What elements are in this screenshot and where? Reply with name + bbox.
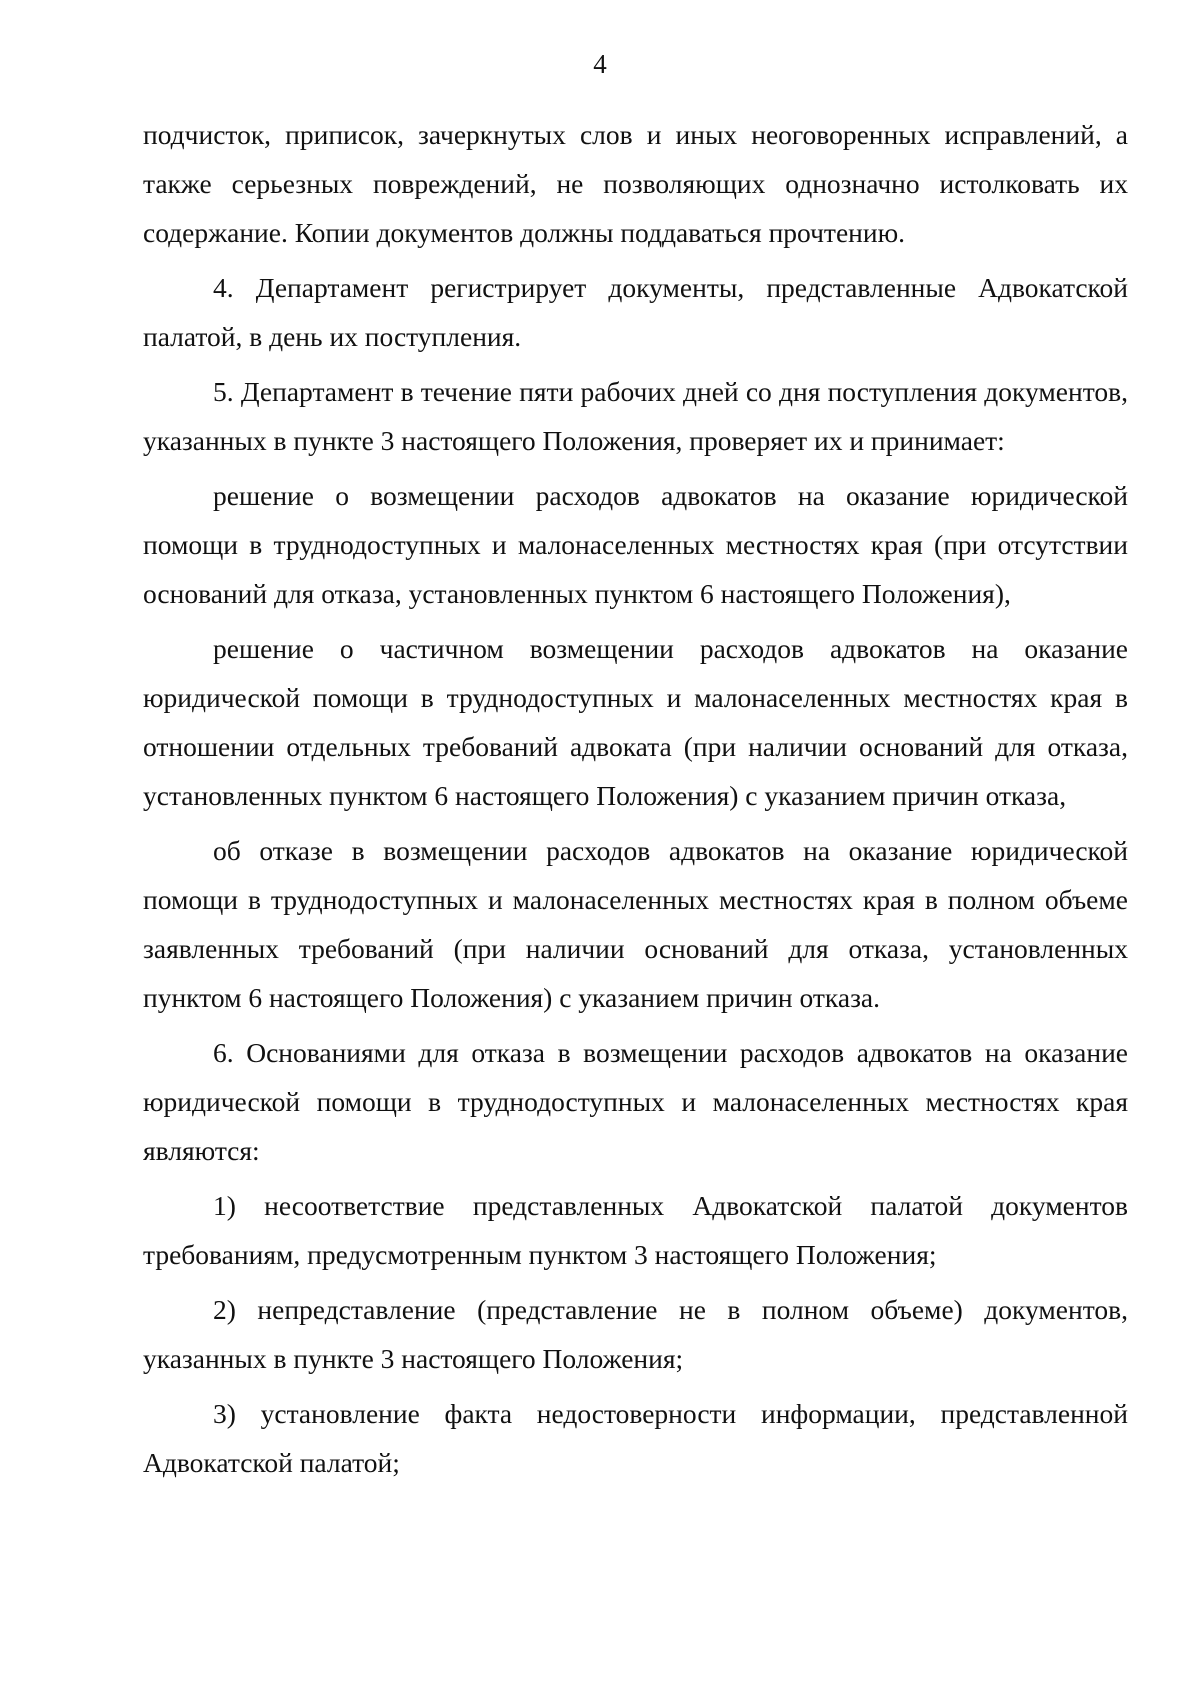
paragraph-decision-refusal: об отказе в возмещении расходов адвокатов на оказание юридической помощи в труднодоступных и малонаселенных местностях края в полном объеме заявленных требований (при наличии оснований для отказа, установленных пунктом 6 настоящего Положения) с указанием причин отказа.: [143, 835, 1128, 1013]
paragraph-subitem-3: 3) установление факта недостоверности информации, представленной Адвокатской палатой;: [143, 1398, 1128, 1478]
paragraph-decision-full: решение о возмещении расходов адвокатов на оказание юридической помощи в труднодоступных и малонаселенных местностях края (при отсутствии оснований для отказа, установленных пунктом 6 настоящего Положения),: [143, 480, 1128, 609]
paragraph-decision-partial: решение о частичном возмещении расходов адвокатов на оказание юридической помощи в труднодоступных и малонаселенных местностях края в отношении отдельных требований адвоката (при наличии оснований для отказа, установленных пунктом 6 настоящего Положения) с указанием причин отказа,: [143, 633, 1128, 811]
paragraph-subitem-2: 2) непредставление (представление не в полном объеме) документов, указанных в пункте 3 настоящего Положения;: [143, 1294, 1128, 1374]
page-number: 4: [593, 49, 607, 79]
paragraph-item-4: 4. Департамент регистрирует документы, представленные Адвокатской палатой, в день их поступления.: [143, 272, 1128, 352]
paragraph-item-5: 5. Департамент в течение пяти рабочих дней со дня поступления документов, указанных в пункте 3 настоящего Положения, проверяет их и принимает:: [143, 376, 1128, 456]
paragraph-continuation: подчисток, приписок, зачеркнутых слов и иных неоговоренных исправлений, а также серьезных повреждений, не позволяющих однозначно истолковать их содержание. Копии документов должны поддаваться прочтению.: [143, 119, 1128, 248]
paragraph-item-6: 6. Основаниями для отказа в возмещении расходов адвокатов на оказание юридической помощи в труднодоступных и малонаселенных местностях края являются:: [143, 1037, 1128, 1166]
document-body: [143, 110, 1128, 1493]
paragraph-subitem-1: 1) несоответствие представленных Адвокатской палатой документов требованиям, предусмотренным пунктом 3 настоящего Положения;: [143, 1190, 1128, 1270]
